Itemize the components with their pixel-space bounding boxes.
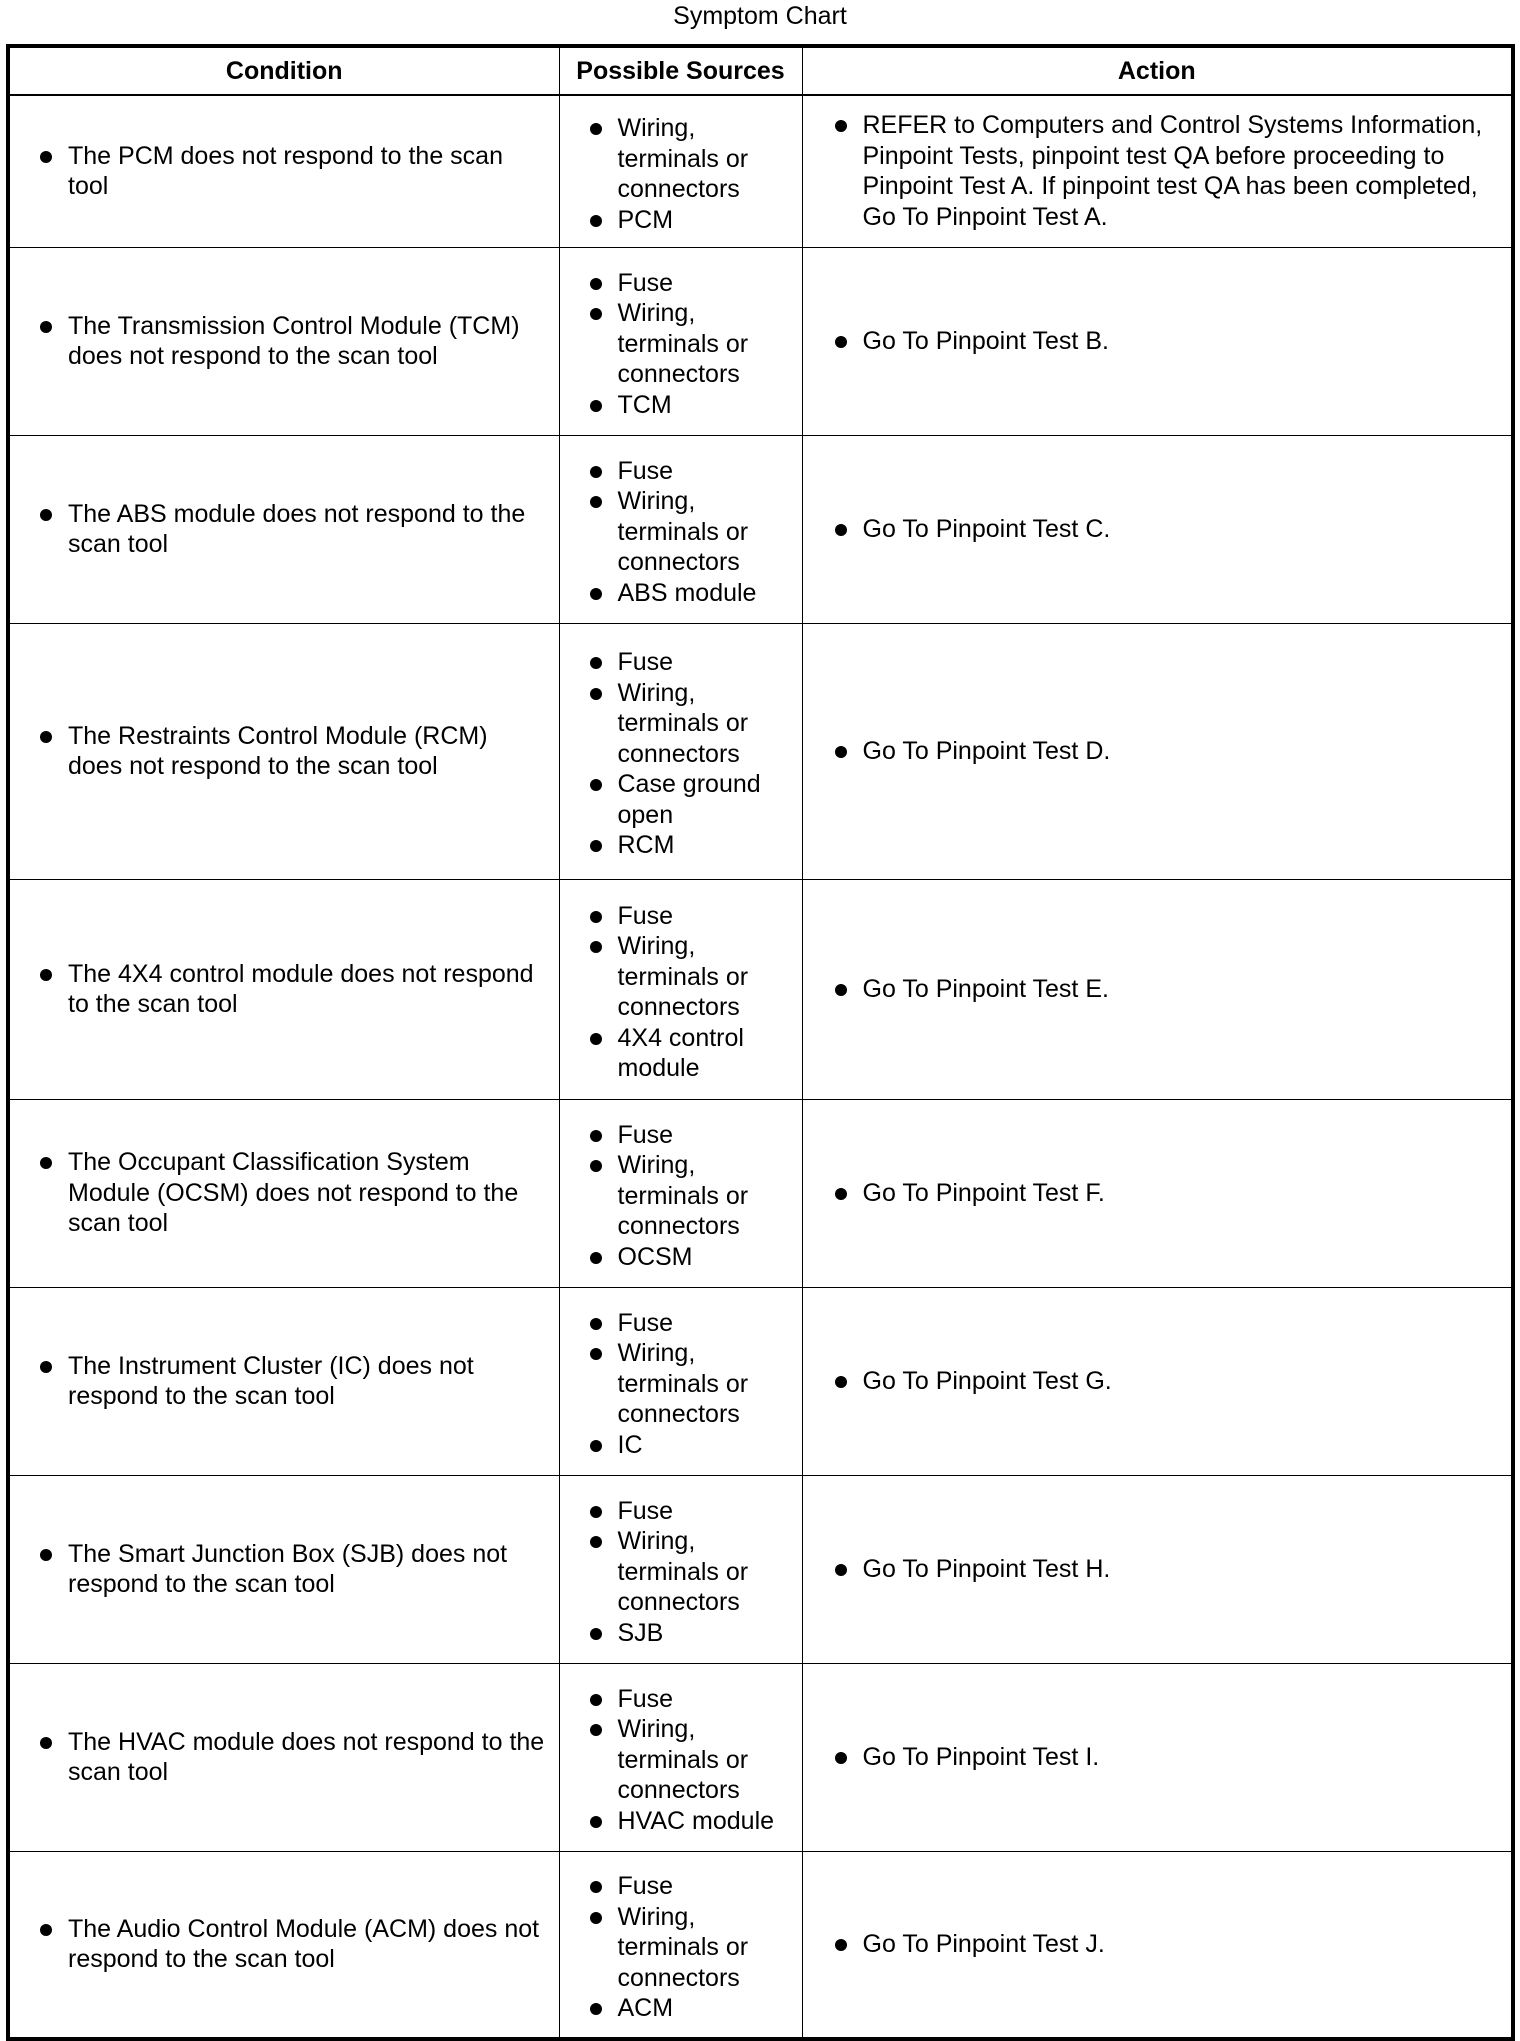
action-text: Go To Pinpoint Test H. [863,1554,1500,1585]
source-item: ABS module [618,578,794,609]
possible-sources-cell [559,247,802,435]
source-item: Wiring, terminals or connectors [618,113,794,205]
condition-cell [8,1851,559,2039]
source-item: Wiring, terminals or connectors [618,1338,794,1430]
source-item: OCSM [618,1242,794,1273]
table-row [8,435,1513,623]
condition-text: The HVAC module does not respond to the scan tool [68,1727,549,1788]
source-item: Wiring, terminals or connectors [618,1902,794,1994]
table-row [8,247,1513,435]
condition-cell [8,435,559,623]
condition-cell [8,879,559,1099]
condition-text: The Audio Control Module (ACM) does not respond to the scan tool [68,1914,549,1975]
source-item: PCM [618,205,794,236]
action-text: Go To Pinpoint Test F. [863,1178,1500,1209]
possible-sources-cell [559,623,802,879]
table-row [8,1663,1513,1851]
condition-cell [8,95,559,247]
source-item: RCM [618,830,794,861]
source-item: Case ground open [618,769,794,830]
action-cell [802,435,1513,623]
table-row [8,1287,1513,1475]
possible-sources-cell [559,1663,802,1851]
action-text: Go To Pinpoint Test B. [863,326,1500,357]
source-item: Fuse [618,1496,794,1527]
source-item: Fuse [618,647,794,678]
action-cell [802,247,1513,435]
table-row [8,879,1513,1099]
source-item: Wiring, terminals or connectors [618,931,794,1023]
source-item: Wiring, terminals or connectors [618,678,794,770]
condition-text: The ABS module does not respond to the scan tool [68,499,549,560]
source-item: Fuse [618,456,794,487]
possible-sources-cell [559,1287,802,1475]
action-cell [802,623,1513,879]
chart-title: Symptom Chart [673,2,847,30]
source-item: Wiring, terminals or connectors [618,1526,794,1618]
source-item: 4X4 control module [618,1023,794,1084]
symptom-table [6,44,1515,2041]
possible-sources-cell [559,1851,802,2039]
table-row [8,1851,1513,2039]
table-row [8,1099,1513,1287]
condition-text: The Occupant Classification System Module (OCSM) does not respond to the scan tool [68,1147,549,1239]
source-item: HVAC module [618,1806,794,1837]
header-row [8,46,1513,95]
source-item: ACM [618,1993,794,2024]
condition-text: The Smart Junction Box (SJB) does not respond to the scan tool [68,1539,549,1600]
header-possible-sources: Possible Sources [559,46,802,95]
action-text: Go To Pinpoint Test D. [863,736,1500,767]
header-condition: Condition [8,46,559,95]
source-item: SJB [618,1618,794,1649]
action-text: Go To Pinpoint Test G. [863,1366,1500,1397]
source-item: Wiring, terminals or connectors [618,486,794,578]
possible-sources-cell [559,1099,802,1287]
condition-cell [8,1287,559,1475]
source-item: IC [618,1430,794,1461]
condition-cell [8,1663,559,1851]
source-item: Wiring, terminals or connectors [618,298,794,390]
source-item: Wiring, terminals or connectors [618,1714,794,1806]
action-cell [802,1099,1513,1287]
action-cell [802,879,1513,1099]
source-item: Fuse [618,1684,794,1715]
condition-cell [8,623,559,879]
table-body [8,95,1513,2039]
condition-text: The Instrument Cluster (IC) does not respond to the scan tool [68,1351,549,1412]
header-action: Action [802,46,1513,95]
condition-text: The Transmission Control Module (TCM) does not respond to the scan tool [68,311,549,372]
condition-text: The Restraints Control Module (RCM) does not respond to the scan tool [68,721,549,782]
action-text: Go To Pinpoint Test I. [863,1742,1500,1773]
source-item: Wiring, terminals or connectors [618,1150,794,1242]
possible-sources-cell [559,1475,802,1663]
condition-cell [8,1475,559,1663]
source-item: Fuse [618,1871,794,1902]
table-row [8,1475,1513,1663]
action-cell [802,1287,1513,1475]
action-cell [802,1851,1513,2039]
source-item: TCM [618,390,794,421]
action-text: REFER to Computers and Control Systems Information, Pinpoint Tests, pinpoint test QA before proceeding to Pinpoint Test A. If pinpoint test QA has been completed, Go To Pinpoint Test A. [863,110,1500,232]
action-text: Go To Pinpoint Test J. [863,1929,1500,1960]
action-text: Go To Pinpoint Test C. [863,514,1500,545]
source-item: Fuse [618,268,794,299]
condition-text: The PCM does not respond to the scan tool [68,141,549,202]
possible-sources-cell [559,95,802,247]
condition-cell [8,247,559,435]
table-row [8,623,1513,879]
action-cell [802,1475,1513,1663]
action-cell [802,1663,1513,1851]
possible-sources-cell [559,879,802,1099]
condition-text: The 4X4 control module does not respond to the scan tool [68,959,549,1020]
source-item: Fuse [618,1120,794,1151]
action-cell [802,95,1513,247]
possible-sources-cell [559,435,802,623]
source-item: Fuse [618,1308,794,1339]
table-row [8,95,1513,247]
action-text: Go To Pinpoint Test E. [863,974,1500,1005]
condition-cell [8,1099,559,1287]
source-item: Fuse [618,901,794,932]
